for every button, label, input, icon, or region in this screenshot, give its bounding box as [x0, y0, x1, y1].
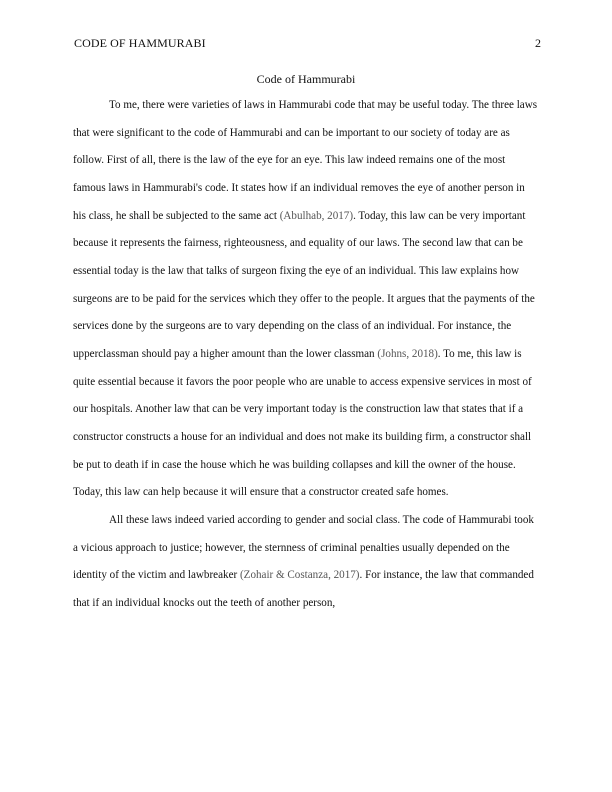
citation-johns: (Johns, 2018)	[377, 347, 438, 360]
citation-zohair-costanza: (Zohair & Costanza, 2017)	[239, 569, 360, 582]
paragraph-2	[73, 507, 539, 618]
paragraph-2-text-a: All these laws indeed varied according to gender and social class. The code of Hammurabi took a vicious approach to justice; however, the sternness of criminal penalties usually depended on the identity of the victim and lawbreaker	[73, 513, 534, 582]
document-body	[73, 92, 539, 617]
citation-abulhab: (Abulhab, 2017)	[279, 209, 354, 222]
paragraph-1-text-a: To me, there were varieties of laws in Hammurabi code that may be useful today. The three laws that were significant to the code of Hammurabi and can be important to our society of today are as follow. First of all, there is the law of the eye for an eye. This law indeed remains one of the most famous laws in Hammurabi's code. It states how if an individual removes the eye of another person in his class, he shall be subjected to the same act	[73, 99, 538, 222]
paragraph-1-text-b: . Today, this law can be very important because it represents the fairness, righteousness, and equality of our laws. The second law that can be essential today is the law that talks of surgeon fixing the eye of an individual. This law explains how surgeons are to be paid for the services which they offer to the people. It argues that the payments of the services done by the surgeons are to vary depending on the class of an individual. For instance, the upperclassman should pay a higher amount than the lower classman	[73, 209, 535, 360]
paragraph-1	[73, 92, 539, 507]
document-title: Code of Hammurabi	[256, 72, 356, 86]
running-head: CODE OF HAMMURABI	[74, 36, 206, 50]
paragraph-1-text-c: . To me, this law is quite essential because it favors the poor people who are unable to access expensive services in most of our hospitals. Another law that can be very important today is the construction law that states that if a constructor constructs a house for an individual and does not make its building firm, a constructor shall be put to death if in case the house which he was building collapses and kill the owner of the house. Today, this law can help because it will ensure that a constructor created safe homes.	[73, 347, 532, 499]
page-number: 2	[535, 36, 541, 50]
paragraph-2-text-b: . For instance, the law that commanded that if an individual knocks out the teeth of another person,	[73, 569, 534, 609]
